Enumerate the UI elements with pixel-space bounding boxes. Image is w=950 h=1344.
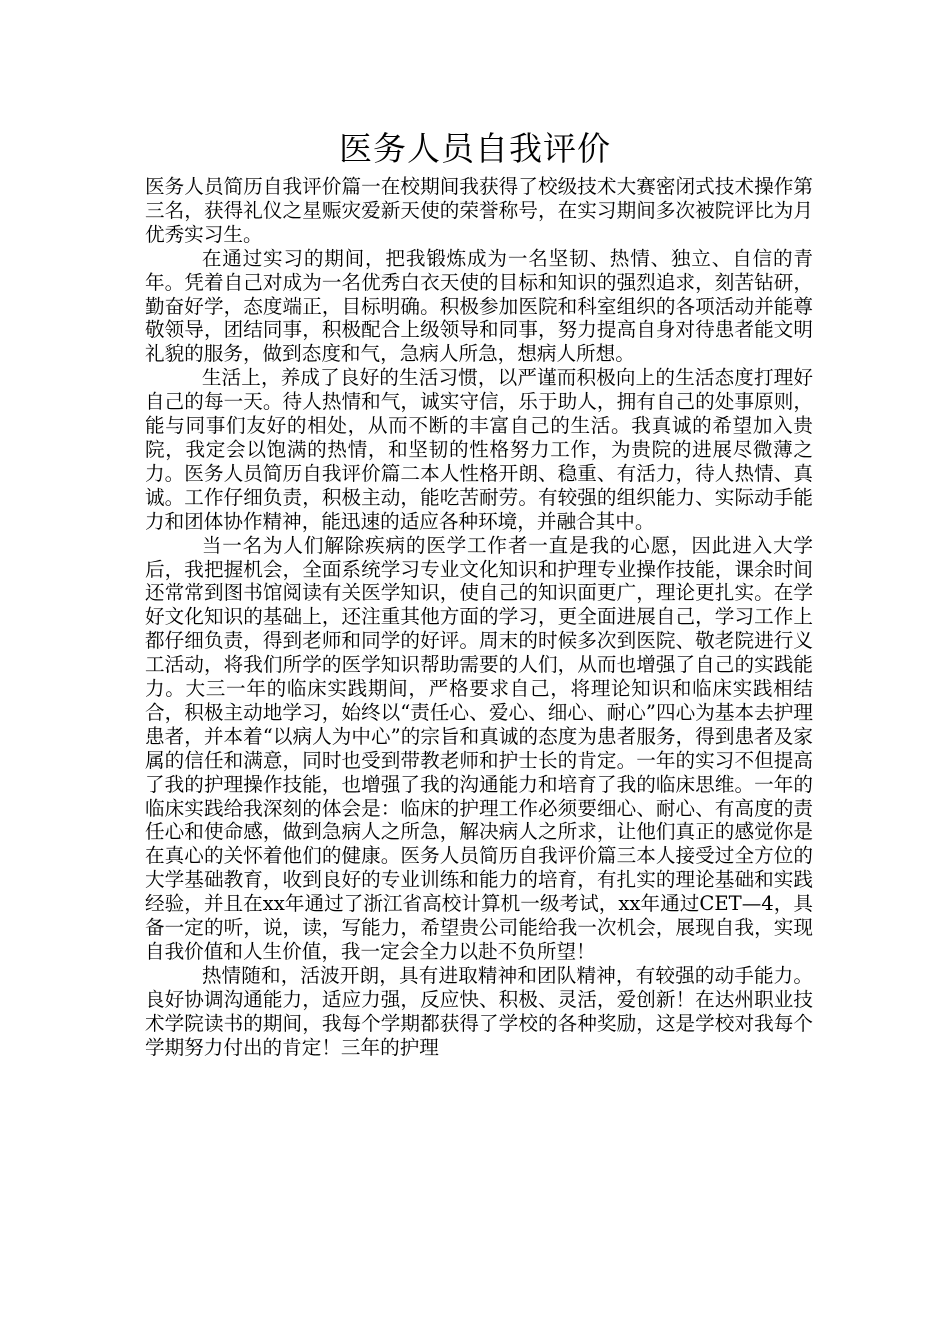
paragraph-4: 当一名为人们解除疾病的医学工作者一直是我的心愿，因此进入大学后，我把握机会，全面系统学习专业文化知识和护理专业操作技能，课余时间还常常到图书馆阅读有关医学知识，使自己的知识面更广，理论更扎实。在学好文化知识的基础上，还注重其他方面的学习，更全面进展自己，学习工作上都仔细负责，得到老师和同学的好评。周末的时候多次到医院、敬老院进行义工活动，将我们所学的医学知识帮助需要的人们，从而也增强了自己的实践能力。大三一年的临床实践期间，严格要求自己，将理论知识和临床实践相结合，积极主动地学习，始终以“责任心、爱心、细心、耐心”四心为基本去护理患者，并本着“以病人为中心”的宗旨和真诚的态度为患者服务，得到患者及家属的信任和满意，同时也受到带教老师和护士长的肯定。一年的实习不但提高了我的护理操作技能，也增强了我的沟通能力和培育了我的临床思维。一年的临床实践给我深刻的体会是：临床的护理工作必须要细心、耐心、有高度的责任心和使命感，做到急病人之所急，解决病人之所求，让他们真正的感觉你是在真心的关怀着他们的健康。医务人员简历自我评价篇三本人接受过全方位的大学基础教育，收到良好的专业训练和能力的培育，有扎实的理论基础和实践经验，并且在xx年通过了浙江省高校计算机一级考试，xx年通过CET—4，具备一定的听，说，读，写能力，希望贵公司能给我一次机会，展现自我，实现自我价值和人生价值，我一定会全力以赴不负所望！ — [145, 533, 813, 963]
paragraph-2: 在通过实习的期间，把我锻炼成为一名坚韧、热情、独立、自信的青年。凭着自己对成为一名优秀白衣天使的目标和知识的强烈追求，刻苦钻研，勤奋好学，态度端正，目标明确。积极参加医院和科室组织的各项活动并能尊敬领导，团结同事，积极配合上级领导和同事，努力提高自身对待患者能文明礼貌的服务，做到态度和气，急病人所急，想病人所想。 — [145, 246, 813, 366]
paragraph-3: 生活上，养成了良好的生活习惯，以严谨而积极向上的生活态度打理好自己的每一天。待人热情和气，诚实守信，乐于助人，拥有自己的处事原则，能与同事们友好的相处，从而不断的丰富自己的生活。我真诚的希望加入贵院，我定会以饱满的热情，和坚韧的性格努力工作，为贵院的进展尽微薄之力。医务人员简历自我评价篇二本人性格开朗、稳重、有活力，待人热情、真诚。工作仔细负责，积极主动，能吃苦耐劳。有较强的组织能力、实际动手能力和团体协作精神，能迅速的适应各种环境，并融合其中。 — [145, 366, 813, 533]
paragraph-5: 热情随和，活波开朗，具有进取精神和团队精神，有较强的动手能力。良好协调沟通能力，适应力强，反应快、积极、灵活，爱创新！在达州职业技术学院读书的期间，我每个学期都获得了学校的各种奖励，这是学校对我每个学期努力付出的肯定！三年的护理 — [145, 963, 813, 1059]
document-body — [145, 175, 813, 1060]
paragraph-1: 医务人员简历自我评价篇一在校期间我获得了校级技术大赛密闭式技术操作第三名，获得礼仪之星赈灾爱新天使的荣誉称号，在实习期间多次被院评比为月优秀实习生。 — [145, 175, 813, 246]
document-title: 医务人员自我评价 — [339, 129, 611, 168]
